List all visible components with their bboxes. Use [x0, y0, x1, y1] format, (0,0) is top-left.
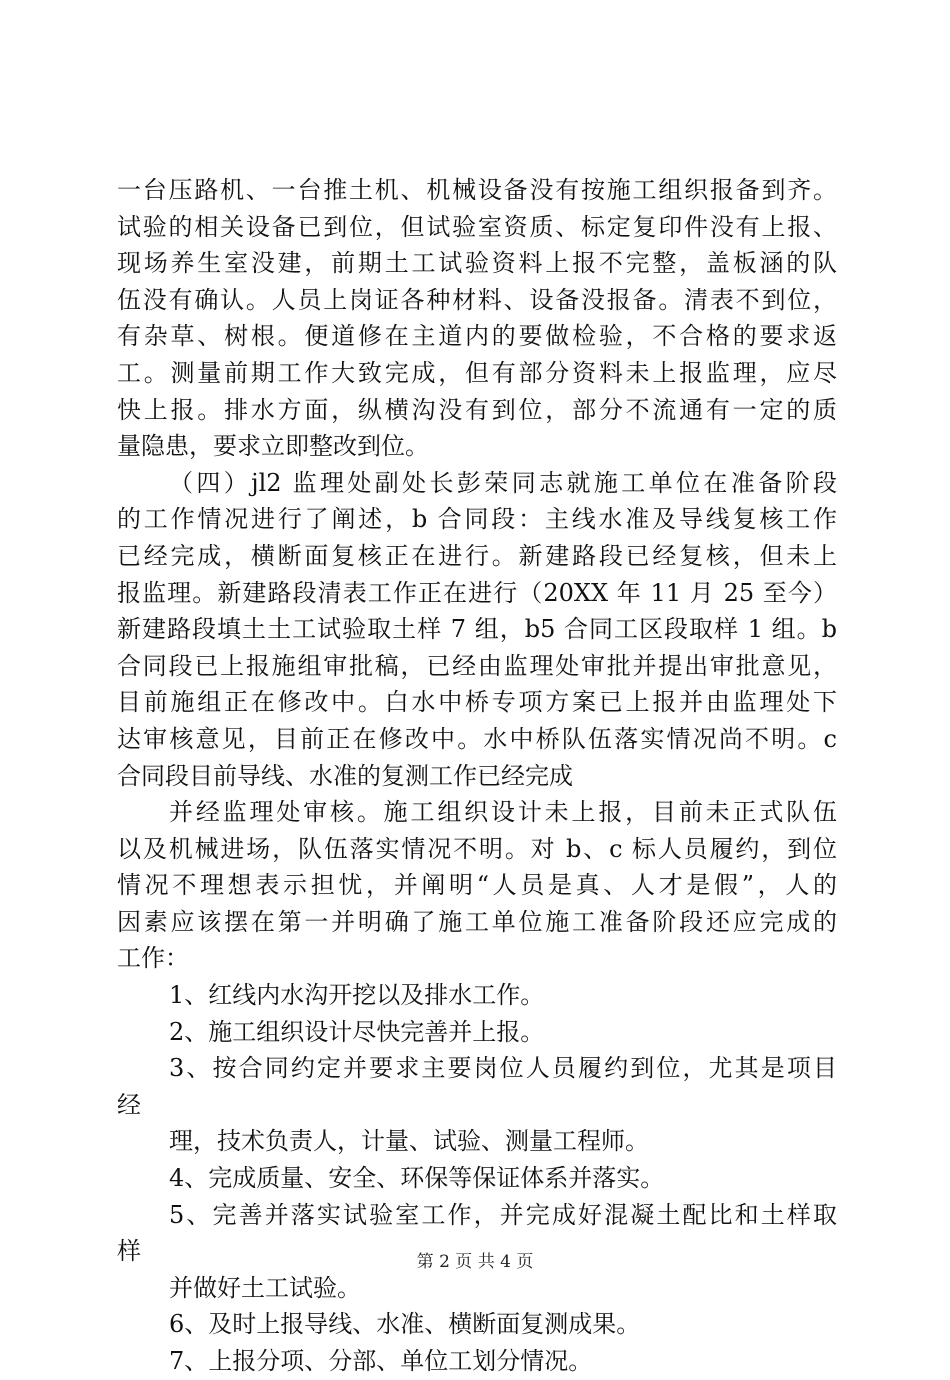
page-footer: 第 2 页 共 4 页 — [416, 1252, 534, 1272]
text-line: 伍没有确认。人员上岗证各种材料、设备没报备。清表不到位， — [117, 285, 837, 314]
text-line: 新建路段填土土工试验取土样 7 组，b5 合同工区段取样 1 组。b — [117, 615, 837, 644]
text-line: 达审核意见，目前正在修改中。水中桥队伍落实情况尚不明。c — [117, 724, 837, 753]
list-item-6 — [117, 1306, 837, 1343]
document-body — [117, 172, 837, 1380]
list-item-7 — [117, 1343, 837, 1380]
list-item-3-continuation — [117, 1123, 837, 1160]
list-item-5-continuation — [117, 1270, 837, 1307]
text-line: 情况不理想表示担忧，并阐明“人员是真、人才是假”，人的 — [117, 871, 837, 900]
text-line: 样 — [117, 1237, 141, 1266]
text-line: 目前施组正在修改中。白水中桥专项方案已上报并由监理处下 — [117, 688, 837, 717]
paragraph-section-four — [117, 465, 837, 794]
text-line: 6、及时上报导线、水准、横断面复测成果。 — [169, 1310, 641, 1339]
text-line: 试验的相关设备已到位，但试验室资质、标定复印件没有上报、 — [117, 212, 837, 241]
text-line: 的工作情况进行了阐述，b 合同段：主线水准及导线复核工作 — [117, 505, 837, 534]
text-line: 以及机械进场，队伍落实情况不明。对 b、c 标人员履约，到位 — [117, 834, 837, 863]
text-line: 理，技术负责人，计量、试验、测量工程师。 — [169, 1127, 649, 1156]
text-line: 合同段已上报施组审批稿，已经由监理处审批并提出审批意见， — [117, 651, 837, 680]
text-line: 一台压路机、一台推土机、机械设备没有按施工组织报备到齐。 — [117, 176, 837, 204]
paragraph-equipment-issues — [117, 172, 837, 465]
list-item-4 — [117, 1160, 837, 1197]
text-line: 2、施工组织设计尽快完善并上报。 — [169, 1017, 545, 1046]
list-item-2 — [117, 1014, 837, 1051]
list-item-1 — [117, 977, 837, 1014]
text-line: 并经监理处审核。施工组织设计未上报，目前未正式队伍 — [169, 798, 837, 827]
text-line: 报监理。新建路段清表工作正在进行（20XX 年 11 月 25 至今） — [117, 578, 837, 607]
text-line: 现场养生室没建，前期土工试验资料上报不完整，盖板涵的队 — [117, 249, 837, 278]
list-item-3 — [117, 1050, 837, 1123]
text-line: 并做好土工试验。 — [169, 1273, 361, 1302]
text-line: 因素应该摆在第一并明确了施工单位施工准备阶段还应完成的 — [117, 907, 837, 936]
text-line: 5、完善并落实试验室工作，并完成好混凝土配比和土样取 — [169, 1200, 837, 1229]
text-line: 经 — [117, 1090, 141, 1119]
text-line: 量隐患，要求立即整改到位。 — [117, 432, 429, 461]
text-line: 快上报。排水方面，纵横沟没有到位，部分不流通有一定的质 — [117, 395, 837, 424]
paragraph-review-concerns — [117, 794, 837, 977]
text-line: 已经完成，横断面复核正在进行。新建路段已经复核，但未上 — [117, 541, 837, 570]
text-line: 工作： — [117, 944, 189, 973]
text-line: 合同段目前导线、水准的复测工作已经完成 — [117, 761, 573, 790]
text-line: 7、上报分项、分部、单位工划分情况。 — [169, 1347, 593, 1375]
text-line: （四）jl2 监理处副处长彭荣同志就施工单位在准备阶段 — [169, 468, 837, 497]
text-line: 工。测量前期工作大致完成，但有部分资料未上报监理，应尽 — [117, 358, 837, 387]
text-line: 1、红线内水沟开挖以及排水工作。 — [169, 981, 545, 1010]
text-line: 3、按合同约定并要求主要岗位人员履约到位，尤其是项目 — [169, 1054, 837, 1083]
text-line: 有杂草、树根。便道修在主道内的要做检验，不合格的要求返 — [117, 322, 837, 351]
text-line: 4、完成质量、安全、环保等保证体系并落实。 — [169, 1164, 665, 1193]
